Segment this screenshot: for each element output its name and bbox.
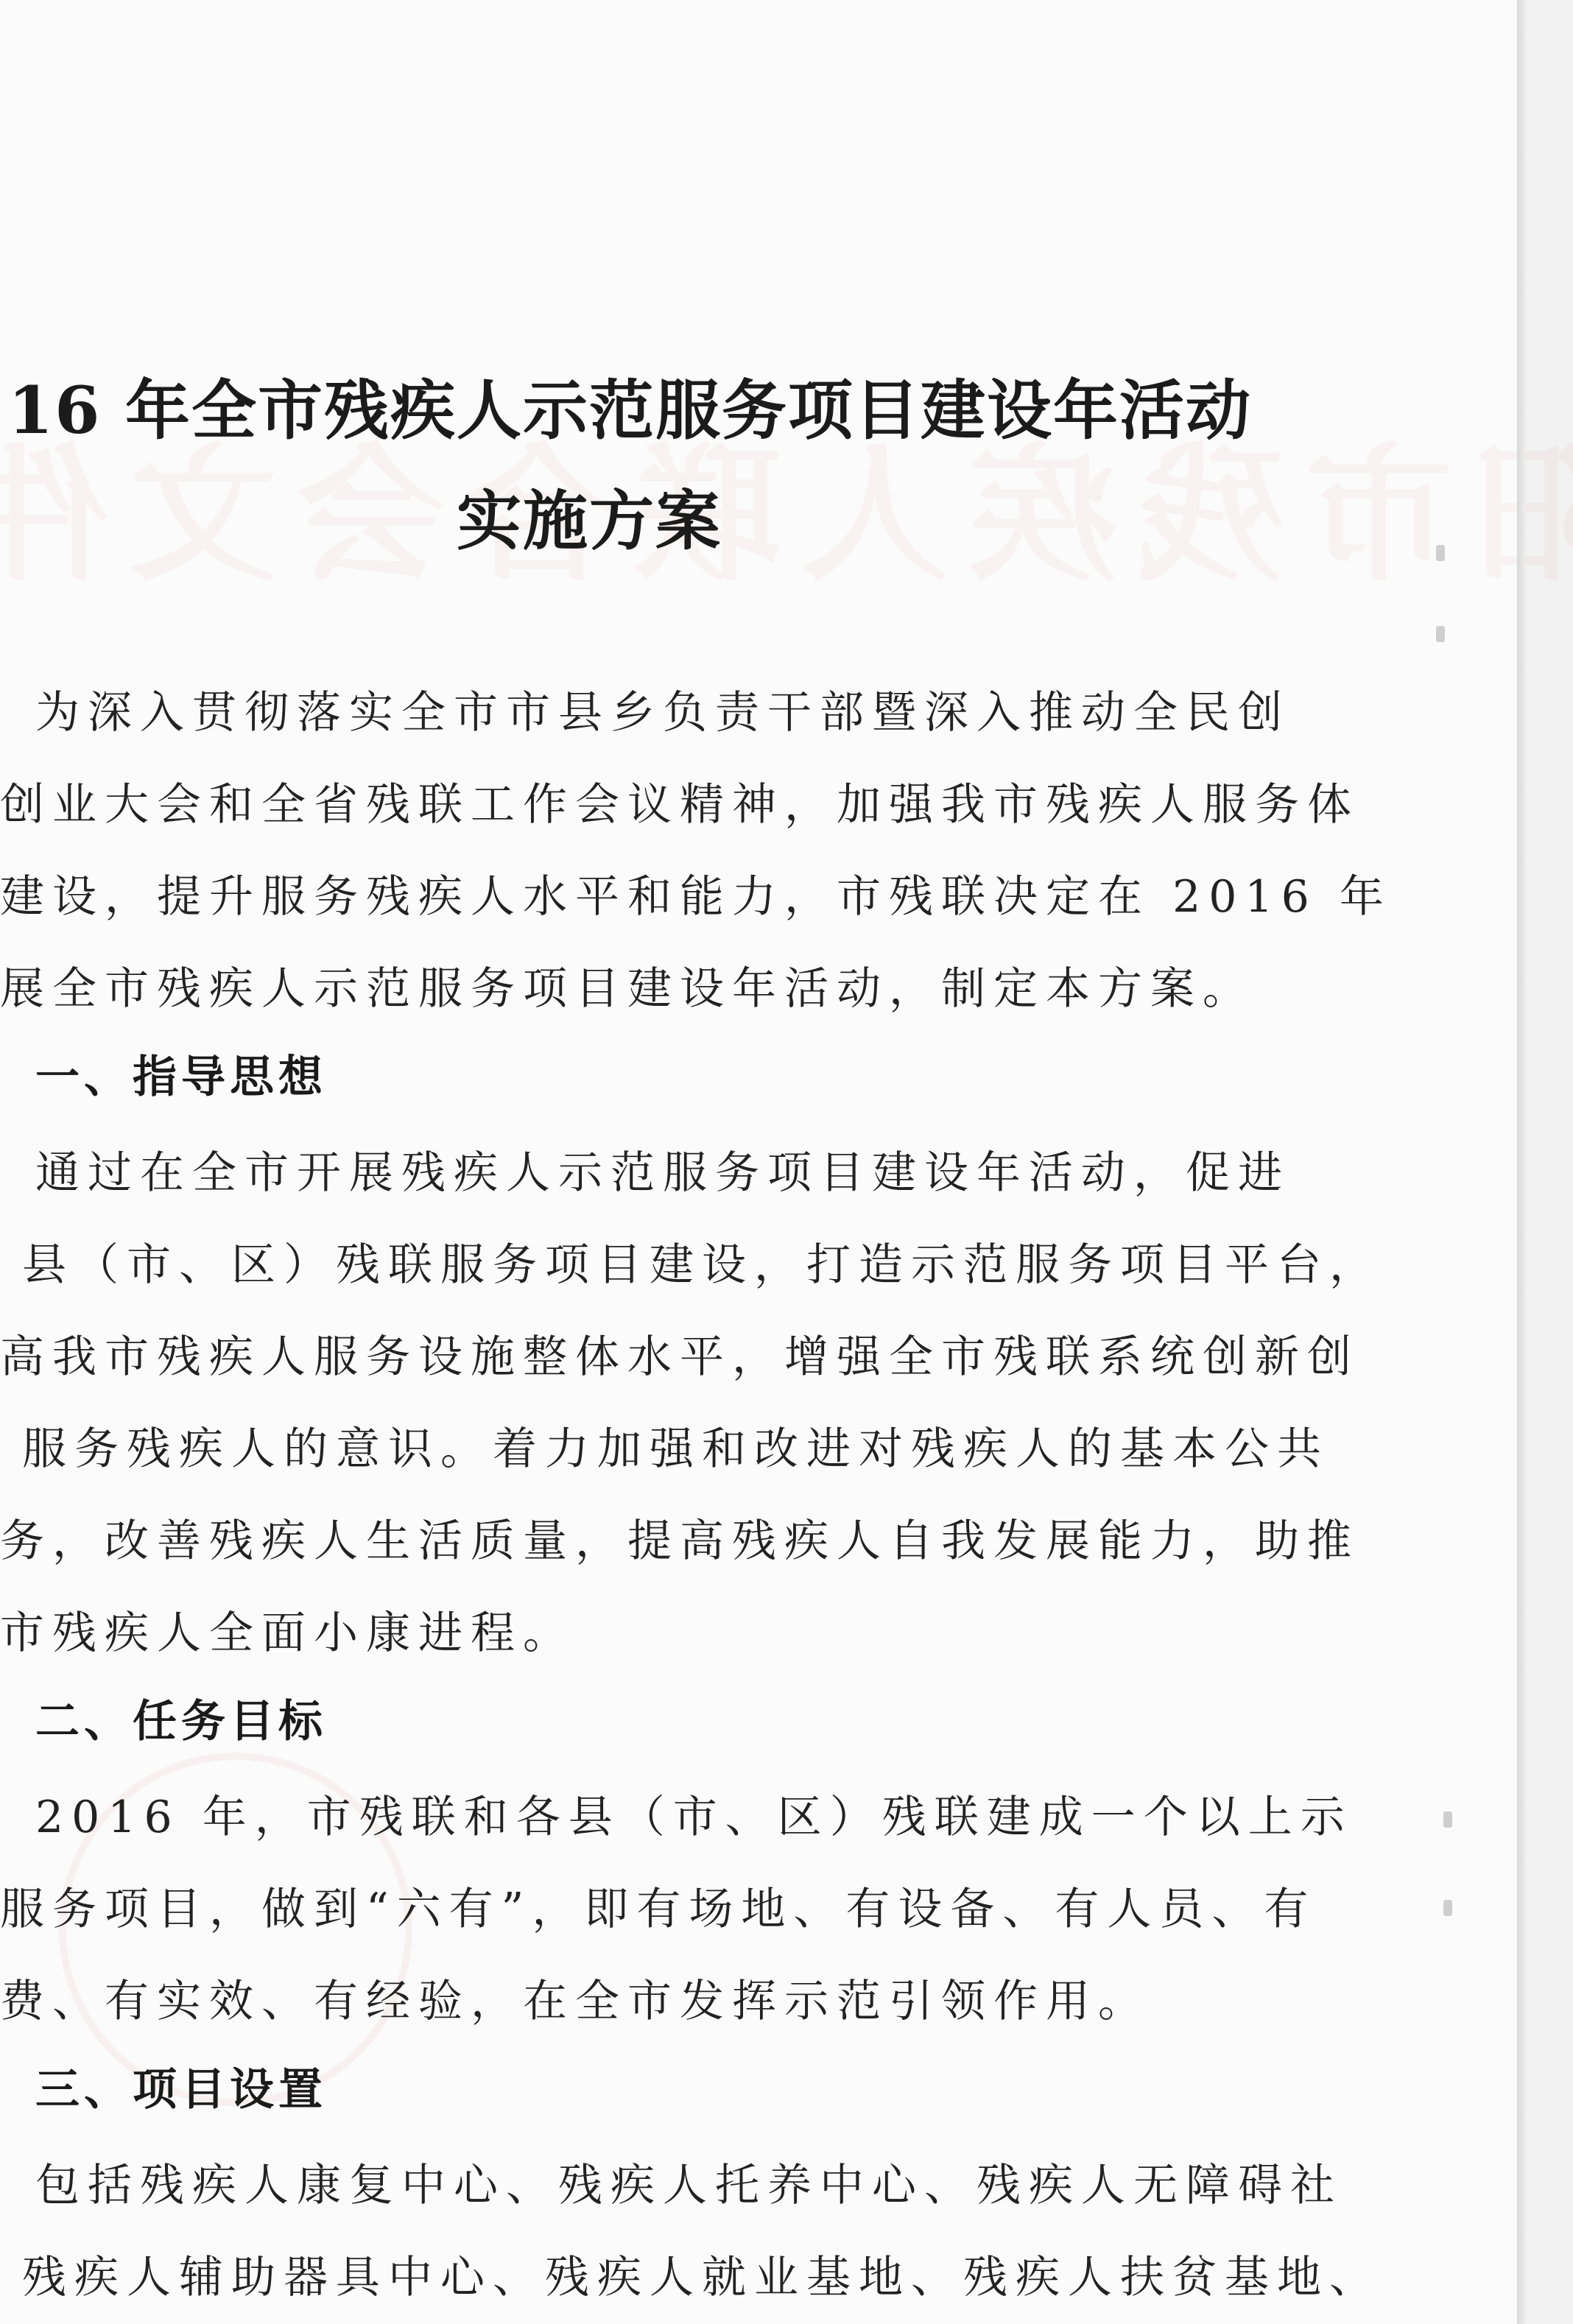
section-1-line-1: 通过在全市开展残疾人示范服务项目建设年活动，促进 — [35, 1147, 1290, 1199]
section-1-line-2: 县（市、区）残联服务项目建设，打造示范服务项目平台， — [22, 1239, 1382, 1291]
section-1-line-4: 服务残疾人的意识。着力加强和改进对残疾人的基本公共 — [22, 1423, 1329, 1475]
section-3-line-2: 残疾人辅助器具中心、残疾人就业基地、残疾人扶贫基地、 — [22, 2252, 1382, 2303]
section-2-line-1: 2016 年，市残联和各县（市、区）残联建成一个以上示 — [35, 1792, 1353, 1843]
document-title-line-2: 实施方案 — [456, 482, 722, 559]
section-3-line-1: 包括残疾人康复中心、残疾人托养中心、残疾人无障碍社 — [35, 2160, 1342, 2211]
binding-mark — [1436, 545, 1445, 561]
section-1-line-5: 务，改善残疾人生活质量，提高残疾人自我发展能力，助推 — [0, 1515, 1359, 1567]
intro-line-1: 为深入贯彻落实全市市县乡负责干部暨深入推动全民创 — [35, 687, 1290, 739]
section-1-line-6: 市残疾人全面小康进程。 — [0, 1608, 575, 1659]
section-1-heading: 一、指导思想 — [35, 1052, 327, 1103]
section-2-line-2: 服务项目，做到“六有”，即有场地、有设备、有人员、有 — [0, 1884, 1317, 1935]
document-title-line-1: 16 年全市残疾人示范服务项目建设年活动 — [7, 372, 1252, 448]
intro-line-4: 展全市残疾人示范服务项目建设年活动，制定本方案。 — [0, 963, 1255, 1015]
intro-line-3: 建设，提升服务残疾人水平和能力，市残联决定在 2016 年 — [0, 871, 1392, 923]
section-3-heading: 三、项目设置 — [35, 2064, 327, 2116]
binding-mark — [1436, 626, 1445, 642]
section-2-heading: 二、任务目标 — [35, 1696, 327, 1747]
paper-edge — [1517, 0, 1526, 2324]
binding-mark — [1443, 1900, 1452, 1916]
section-2-line-3: 费、有实效、有经验，在全市发挥示范引领作用。 — [0, 1976, 1150, 2027]
section-1-line-3: 高我市残疾人服务设施整体水平，增强全市残联系统创新创 — [0, 1331, 1359, 1383]
binding-mark — [1443, 1811, 1452, 1828]
intro-line-2: 创业大会和全省残联工作会议精神，加强我市残疾人服务体 — [0, 779, 1359, 831]
